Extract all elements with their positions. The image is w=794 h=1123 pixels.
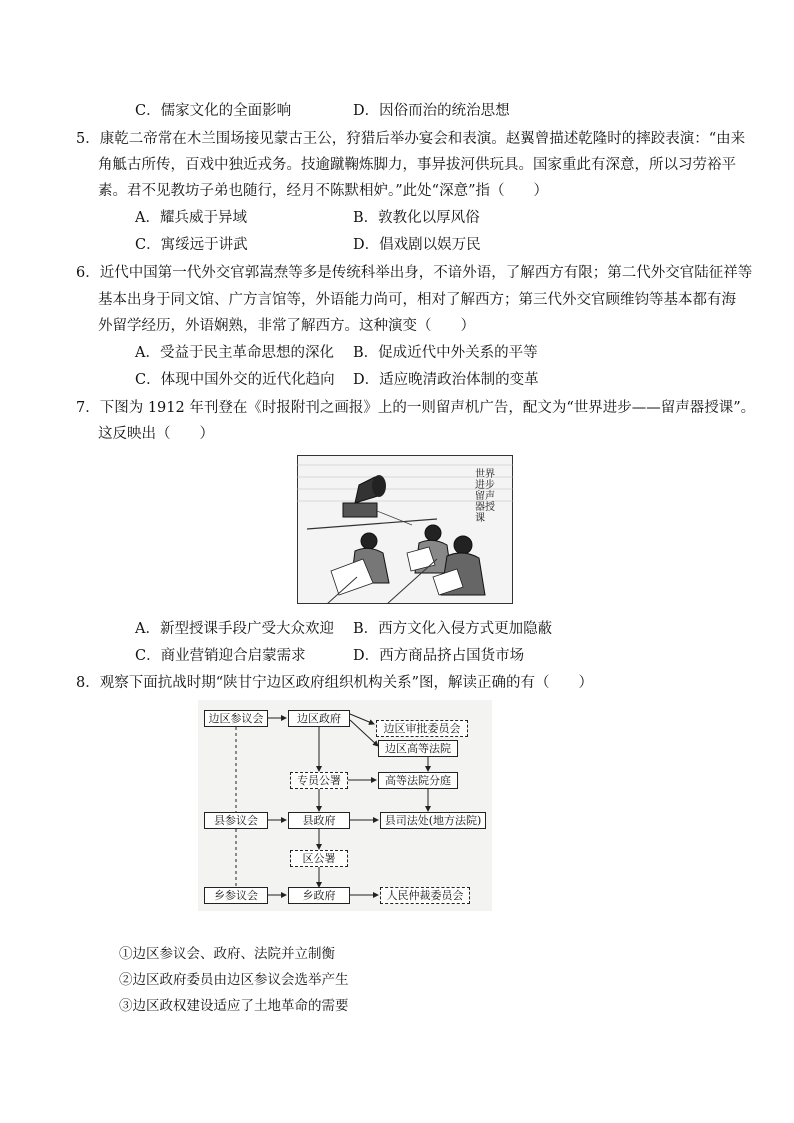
q7-stem-line-1: 7．下图为 1912 年刊登在《时报附刊之画报》上的一则留声机广告，配文为“世界进步——留声器授课”。 xyxy=(76,400,756,416)
q7-option-d[interactable]: D．西方商品挤占国货市场 xyxy=(353,648,525,664)
q6-option-a[interactable]: A．受益于民主革命思想的深化 xyxy=(135,345,334,361)
q8-statement-3: ③边区政权建设适应了土地革命的需要 xyxy=(119,998,349,1014)
box-district-office: 区公署 xyxy=(290,850,348,867)
box-review-committee: 边区审批委员会 xyxy=(376,720,468,737)
box-county-judicial: 县司法处(地方法院) xyxy=(380,812,486,829)
q5-stem-line-2: 角觝古所传，百戏中独近戎务。技逾蹴鞠炼脚力，事异拔河供玩具。国家重此有深意，所以习劳裕平 xyxy=(98,157,736,173)
box-county-gov: 县政府 xyxy=(288,812,350,829)
box-commissioner: 专员公署 xyxy=(290,772,348,789)
q6-option-b[interactable]: B．促成近代中外关系的平等 xyxy=(353,345,538,361)
q5-stem-line-3: 素。君不见教坊子弟也随行，经月不陈默相妒。”此处“深意”指（ ） xyxy=(98,183,548,199)
q5-option-a[interactable]: A．耀兵威于异域 xyxy=(135,210,247,226)
q5-stem-line-1: 5．康乾二帝常在木兰围场接见蒙古王公，狩猎后举办宴会和表演。赵翼曾描述乾隆时的摔跤表演：“由来 xyxy=(76,131,746,147)
q6-option-d[interactable]: D．适应晚清政治体制的变革 xyxy=(353,372,539,388)
q7-stem-line-2: 这反映出（ ） xyxy=(98,426,214,442)
q7-option-c[interactable]: C．商业营销迎合启蒙需求 xyxy=(135,648,306,664)
gramophone-ad-illustration xyxy=(297,455,513,604)
box-bianqu-gov: 边区政府 xyxy=(288,710,350,727)
box-bianqu-council: 边区参议会 xyxy=(204,710,268,727)
ad-caption: 世界进步 留声器授课 xyxy=(475,469,495,524)
q5-option-d[interactable]: D．倡戏剧以娱万民 xyxy=(353,237,481,253)
box-high-court: 边区高等法院 xyxy=(378,740,458,757)
q6-stem-line-1: 6．近代中国第一代外交官郭嵩焘等多是传统科举出身，不谙外语，了解西方有限；第二代外交官陆征祥等 xyxy=(76,265,753,281)
org-chart xyxy=(198,700,492,911)
box-county-council: 县参议会 xyxy=(204,812,268,829)
q7-option-a[interactable]: A．新型授课手段广受大众欢迎 xyxy=(135,621,334,637)
q4-option-c[interactable]: C．儒家文化的全面影响 xyxy=(135,103,292,119)
q6-option-c[interactable]: C．体现中国外交的近代化趋向 xyxy=(135,372,335,388)
q5-option-c[interactable]: C．寓绥远于讲武 xyxy=(135,237,248,253)
q6-stem-line-3: 外留学经历，外语娴熟，非常了解西方。这种演变（ ） xyxy=(98,318,475,334)
box-court-branch: 高等法院分庭 xyxy=(378,772,458,789)
q4-option-d[interactable]: D．因俗而治的统治思想 xyxy=(353,103,510,119)
q6-stem-line-2: 基本出身于同文馆、广方言馆等，外语能力尚可，相对了解西方；第三代外交官顾维钧等基本都有海 xyxy=(98,292,736,308)
q7-option-b[interactable]: B．西方文化入侵方式更加隐蔽 xyxy=(353,621,553,637)
box-arbitration: 人民仲裁委员会 xyxy=(380,887,470,904)
q8-stem-line-1: 8．观察下面抗战时期“陕甘宁边区政府组织机构关系”图，解读正确的有（ ） xyxy=(76,675,594,691)
box-township-gov: 乡政府 xyxy=(288,887,350,904)
q5-option-b[interactable]: B．敦教化以厚风俗 xyxy=(353,210,480,226)
q8-statement-1: ①边区参议会、政府、法院并立制衡 xyxy=(119,946,335,962)
q8-statement-2: ②边区政府委员由边区参议会选举产生 xyxy=(119,972,349,988)
box-township-council: 乡参议会 xyxy=(204,887,268,904)
